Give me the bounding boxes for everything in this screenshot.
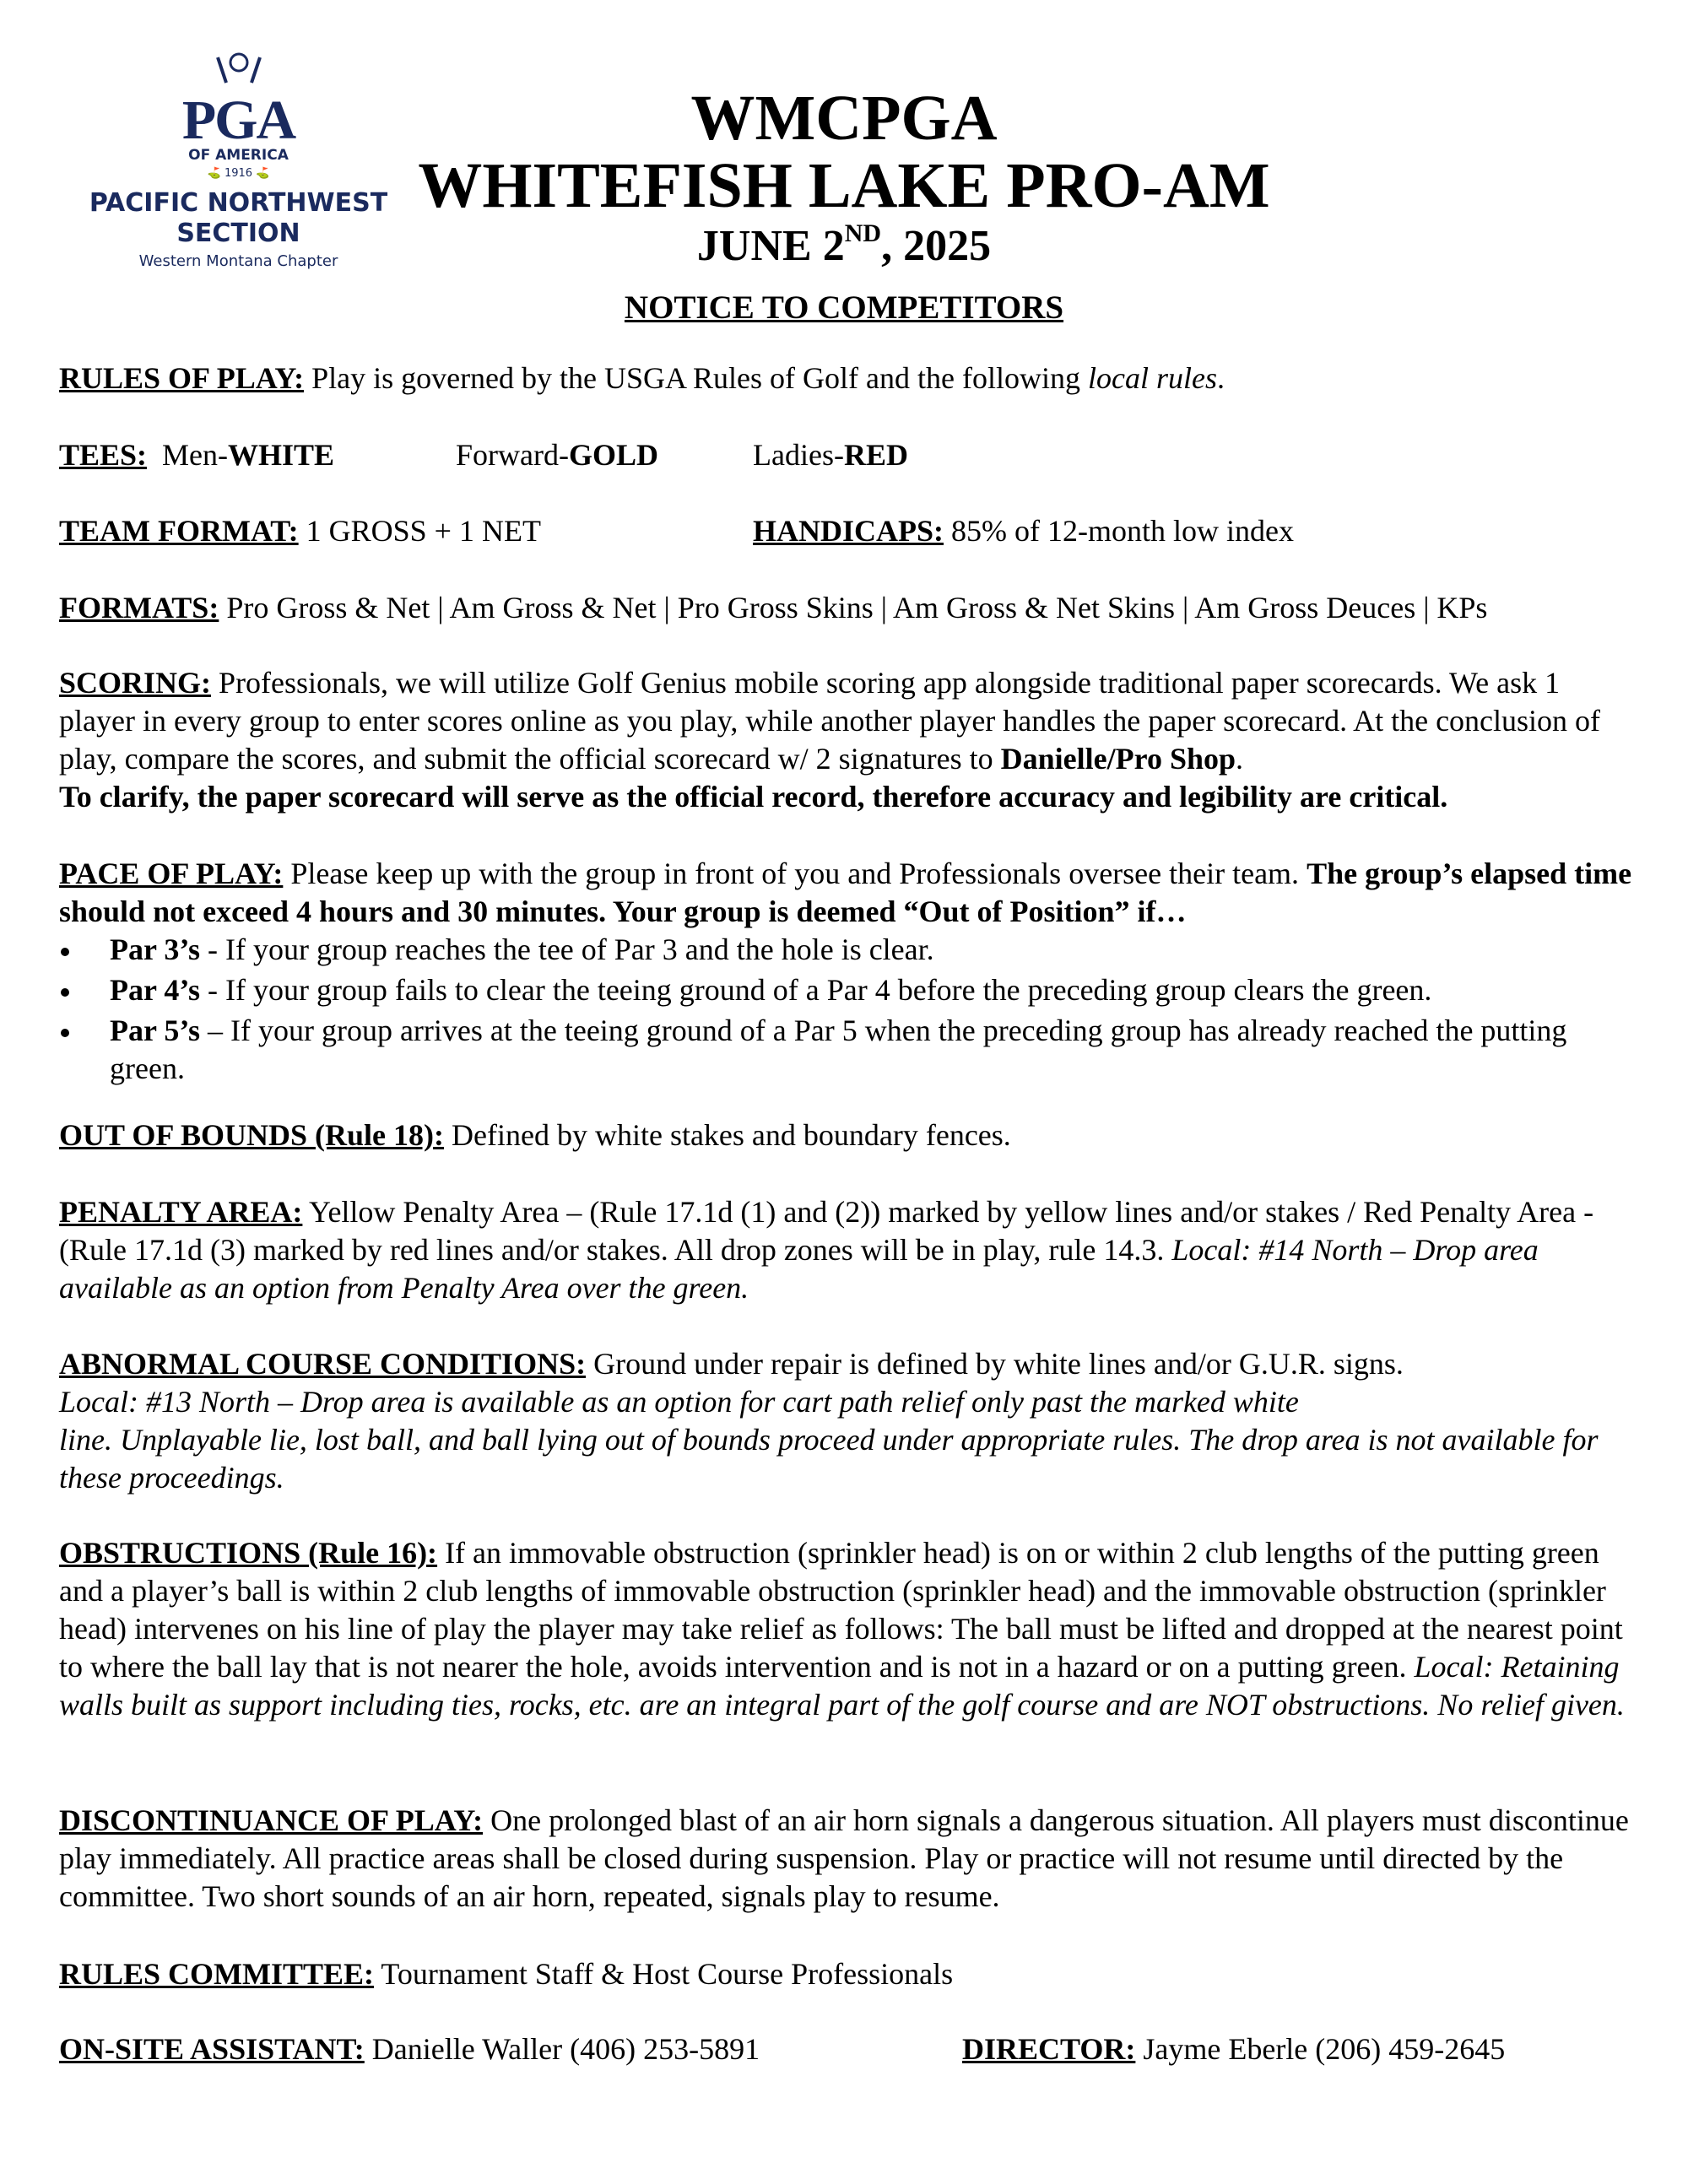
pace-of-play: PACE OF PLAY: Please keep up with the group in front of you and Professionals oversee their team. The group’s elapsed time should not exceed 4 hours and 30 minutes. Your group is deemed “Out of Position” if… Par 3’s - If your group reaches the tee of Par 3 and the hole is clear. Par 4’s - If your group fails to clear the teeing ground of a Par 4 before the preceding group clears the green. Par 5’s – If your group arrives at the teeing ground of a Par 5 when the preceding group has already reached the putting green. xyxy=(59,855,1637,1088)
event-date: JUNE 2ND, 2025 xyxy=(696,219,992,270)
rules-committee: RULES COMMITTEE: Tournament Staff & Host Course Professionals xyxy=(59,1957,954,1991)
logo-pga: PGA xyxy=(181,89,295,151)
logo-chapter: Western Montana Chapter xyxy=(138,252,338,270)
team-format-handicaps: TEAM FORMAT: 1 GROSS + 1 NET HANDICAPS: 85% of 12-month low index xyxy=(59,514,1294,548)
formats: FORMATS: Pro Gross & Net | Am Gross & Net | Pro Gross Skins | Am Gross & Net Skins | Am Gross Deuces | KPs xyxy=(59,591,1488,624)
out-of-bounds: OUT OF BOUNDS (Rule 18): Defined by white stakes and boundary fences. xyxy=(59,1118,1011,1152)
crossed-clubs-icon xyxy=(201,52,277,84)
list-item: Par 3’s - If your group reaches the tee of Par 3 and the hole is clear. xyxy=(110,931,1637,969)
pace-bullets xyxy=(59,931,1637,1088)
logo-section-1: PACIFIC NORTHWEST xyxy=(89,188,388,218)
rules-of-play: RULES OF PLAY: Play is governed by the USGA Rules of Golf and the following local rules. xyxy=(59,361,1225,395)
event-title: WHITEFISH LAKE PRO-AM xyxy=(418,150,1270,221)
discontinuance-of-play: DISCONTINUANCE OF PLAY: One prolonged blast of an air horn signals a dangerous situation. All players must discontinue play immediately. All practice areas shall be closed during suspension. Play or practice will not resume until directed by the committee. Two short sounds of an air horn, repeated, signals play to resume. xyxy=(59,1803,1629,1913)
list-item: Par 4’s - If your group fails to clear the teeing ground of a Par 4 before the preceding group clears the green. xyxy=(110,971,1637,1009)
logo-section-2: SECTION xyxy=(176,219,300,248)
pga-logo xyxy=(89,52,388,270)
org-title: WMCPGA xyxy=(690,83,998,154)
tees: TEES: Men-WHITE Forward-GOLD Ladies-RED xyxy=(59,438,908,472)
notice-heading: NOTICE TO COMPETITORS xyxy=(624,289,1064,326)
list-item: Par 5’s – If your group arrives at the teeing ground of a Par 5 when the preceding group has already reached the putting green. xyxy=(110,1012,1637,1088)
logo-of-america: OF AMERICA xyxy=(188,147,289,164)
penalty-area: PENALTY AREA: Yellow Penalty Area – (Rule 17.1d (1) and (2)) marked by yellow lines and/or stakes / Red Penalty Area - (Rule 17.1d (3) marked by red lines and/or stakes. All drop zones will be in play, rule 14.3. Local: #14 North – Drop area available as an option from Penalty Area over the green. xyxy=(59,1195,1594,1305)
scoring: SCORING: Professionals, we will utilize Golf Genius mobile scoring app alongside traditional paper scorecards. We ask 1 player in every group to enter scores online as you play, while another player handles the paper scorecard. At the conclusion of play, compare the scores, and submit the official scorecard w/ 2 signatures to Danielle/Pro Shop. To clarify, the paper scorecard will serve as the official record, therefore accuracy and legibility are critical. xyxy=(59,666,1601,814)
abnormal-course-conditions: ABNORMAL COURSE CONDITIONS: Ground under repair is defined by white lines and/or G.U.R. signs. Local: #13 North – Drop area is available as an option for cart path relief only past the marked white line. Unplayable lie, lost ball, and ball lying out of bounds proceed under appropriate rules. The drop area is not available for these proceedings. xyxy=(59,1347,1599,1495)
obstructions: OBSTRUCTIONS (Rule 16): If an immovable obstruction (sprinkler head) is on or within 2 club lengths of the putting green and a player’s ball is within 2 club lengths of immovable obstruction (sprinkler head) and the immovable obstruction (sprinkler head) intervenes on his line of play the player may take relief as follows: The ball must be lifted and dropped at the nearest point to where the ball lay that is not nearer the hole, avoids intervention and is not in a hazard or on a putting green. Local: Retaining walls built as support including ties, rocks, etc. are an integral part of the golf course and are NOT obstructions. No relief given. xyxy=(59,1536,1625,1722)
contacts: ON-SITE ASSISTANT: Danielle Waller (406) 253-5891 DIRECTOR: Jayme Eberle (206) 459-2645 xyxy=(59,2032,1506,2066)
logo-year: ⛳ 1916 ⛳ xyxy=(207,167,270,180)
